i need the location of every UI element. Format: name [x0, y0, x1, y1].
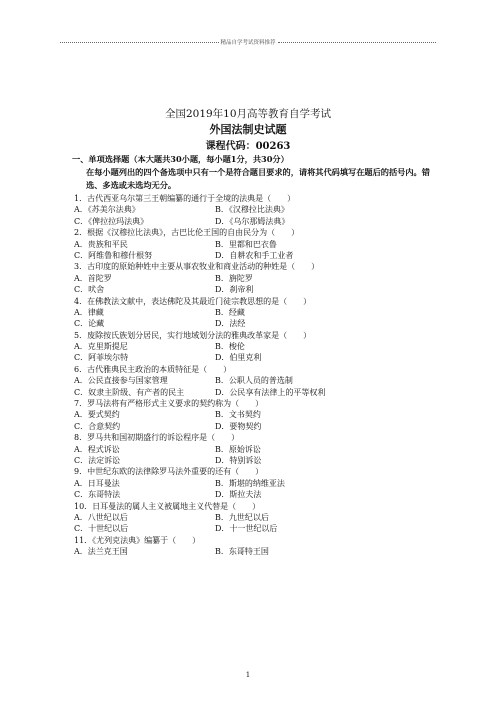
header-divider-left [60, 42, 219, 43]
option-a: A．八世纪以后 [74, 512, 128, 522]
option-row [74, 341, 454, 352]
option-c: C．《俾拉拉玛法典》 [74, 216, 149, 226]
option-a: A．律藏 [74, 307, 104, 317]
option-row [74, 421, 454, 432]
option-b: B．旃陀罗 [215, 273, 253, 283]
question-stem: 9．中世纪东欧的法律除罗马法外重要的还有（ ） [74, 467, 264, 477]
option-d: D．斯拉夫法 [215, 490, 262, 500]
option-d: D．十一世纪以后 [215, 524, 278, 534]
option-row [74, 352, 454, 363]
section-title: 一、单项选择题（本大题共30小题，每小题1分，共30分） [72, 154, 289, 164]
option-b: B．梭伦 [215, 342, 245, 352]
option-a: A．贵族和平民 [74, 239, 128, 249]
page-header [60, 37, 436, 47]
option-a: A．公民直接参与国家管理 [74, 376, 168, 386]
option-a: A．要式契约 [74, 410, 120, 420]
option-c: C．吠舍 [74, 285, 105, 295]
question-list [74, 193, 454, 558]
question-stem: 3．古印度的原始种姓中主要从事农牧业和商业活动的种姓是（ ） [74, 262, 320, 272]
question-stem: 5．废除按氏族划分居民，实行地域划分法的雅典改革家是（ ） [74, 330, 312, 340]
option-row [74, 375, 454, 386]
question-stem: 8．罗马共和国初期盛行的诉讼程序是（ ） [74, 433, 240, 443]
option-a: A．日耳曼法 [74, 478, 120, 488]
header-divider-right [278, 42, 437, 43]
option-d: D．公民享有法律上的平等权利 [215, 387, 326, 397]
option-row [74, 523, 454, 534]
question-stem: 1．古代西亚乌尔第三王朝编纂的通行于全境的法典是（ ） [74, 194, 296, 203]
question-stem: 7．罗马法将有严格形式主义要求的契约称为（ ） [74, 399, 264, 409]
section-instruction: 在每小题列出的四个备选项中只有一个是符合题目要求的，请将其代码填写在题后的括号内。错选、多选或未选均无分。 [86, 167, 430, 190]
option-c: C．奴隶主阶级、有产者的民主 [74, 387, 185, 397]
option-d: D．特别诉讼 [215, 455, 262, 465]
option-row [74, 273, 454, 284]
option-row [74, 512, 454, 523]
header-text: 精品自学考试资料推荐 [220, 40, 276, 46]
option-c: C．东哥特法 [74, 490, 121, 500]
question-stem: 6．古代雅典民主政治的本质特征是（ ） [74, 364, 232, 374]
option-b: B．公职人员的普选制 [215, 376, 293, 386]
option-row [74, 318, 454, 329]
option-b: B．文书契约 [215, 410, 261, 420]
option-a: A．法兰克王国 [74, 547, 128, 557]
option-row [74, 204, 454, 215]
option-a: A．《苏美尔法典》 [74, 205, 140, 215]
option-d: D．刹帝利 [215, 285, 254, 295]
option-d: D．伯里克利 [215, 353, 262, 363]
option-a: A．程式诉讼 [74, 444, 120, 454]
option-row [74, 250, 454, 261]
option-row [74, 455, 454, 466]
option-c: C．阿菲埃尔特 [74, 353, 129, 363]
option-row [74, 284, 454, 295]
option-d: D．《乌尔那姆法典》 [215, 216, 290, 226]
option-a: A．克里斯提尼 [74, 342, 128, 352]
option-c: C．十世纪以后 [74, 524, 129, 534]
option-b: B．东哥特王国 [215, 547, 269, 557]
page-number: 1 [245, 671, 251, 679]
option-row [74, 387, 454, 398]
option-c: C．阿维鲁和穆什根努 [74, 250, 153, 260]
option-row [74, 489, 454, 500]
option-b: B．《汉穆拉比法典》 [215, 205, 289, 215]
option-row [74, 444, 454, 455]
option-row [74, 546, 454, 557]
option-row [74, 478, 454, 489]
option-b: B．经藏 [215, 307, 245, 317]
option-row [74, 307, 454, 318]
option-b: B．九世纪以后 [215, 512, 269, 522]
option-b: B．斯堪的纳维亚法 [215, 478, 285, 488]
option-c: C．合意契约 [74, 421, 121, 431]
question-stem: 10．日耳曼法的属人主义被属地主义代替是（ ） [74, 501, 261, 511]
exam-title: 全国2019年10月高等教育自学考试 [164, 108, 332, 120]
subject-title: 外国法制史试题 [209, 123, 287, 136]
option-d: D．要物契约 [215, 421, 262, 431]
option-c: C．论藏 [74, 319, 105, 329]
option-row [74, 409, 454, 420]
question-stem: 2．根据《汉穆拉比法典》，古巴比伦王国的自由民分为（ ） [74, 228, 300, 238]
option-d: D．自耕农和手工业者 [215, 250, 294, 260]
option-b: B．原始诉讼 [215, 444, 261, 454]
option-row [74, 239, 454, 250]
question-stem: 4．在佛教法文献中，表达佛陀及其最近门徒宗教思想的是（ ） [74, 296, 312, 306]
question-stem: 11．《尤列克法典》编纂于（ ） [74, 535, 201, 545]
option-row [74, 216, 454, 227]
option-c: C．法定诉讼 [74, 455, 121, 465]
option-a: A．首陀罗 [74, 273, 112, 283]
option-b: B．里都和巴衣鲁 [215, 239, 277, 249]
option-d: D．法经 [215, 319, 246, 329]
course-code: 课程代码：00263 [205, 141, 291, 152]
